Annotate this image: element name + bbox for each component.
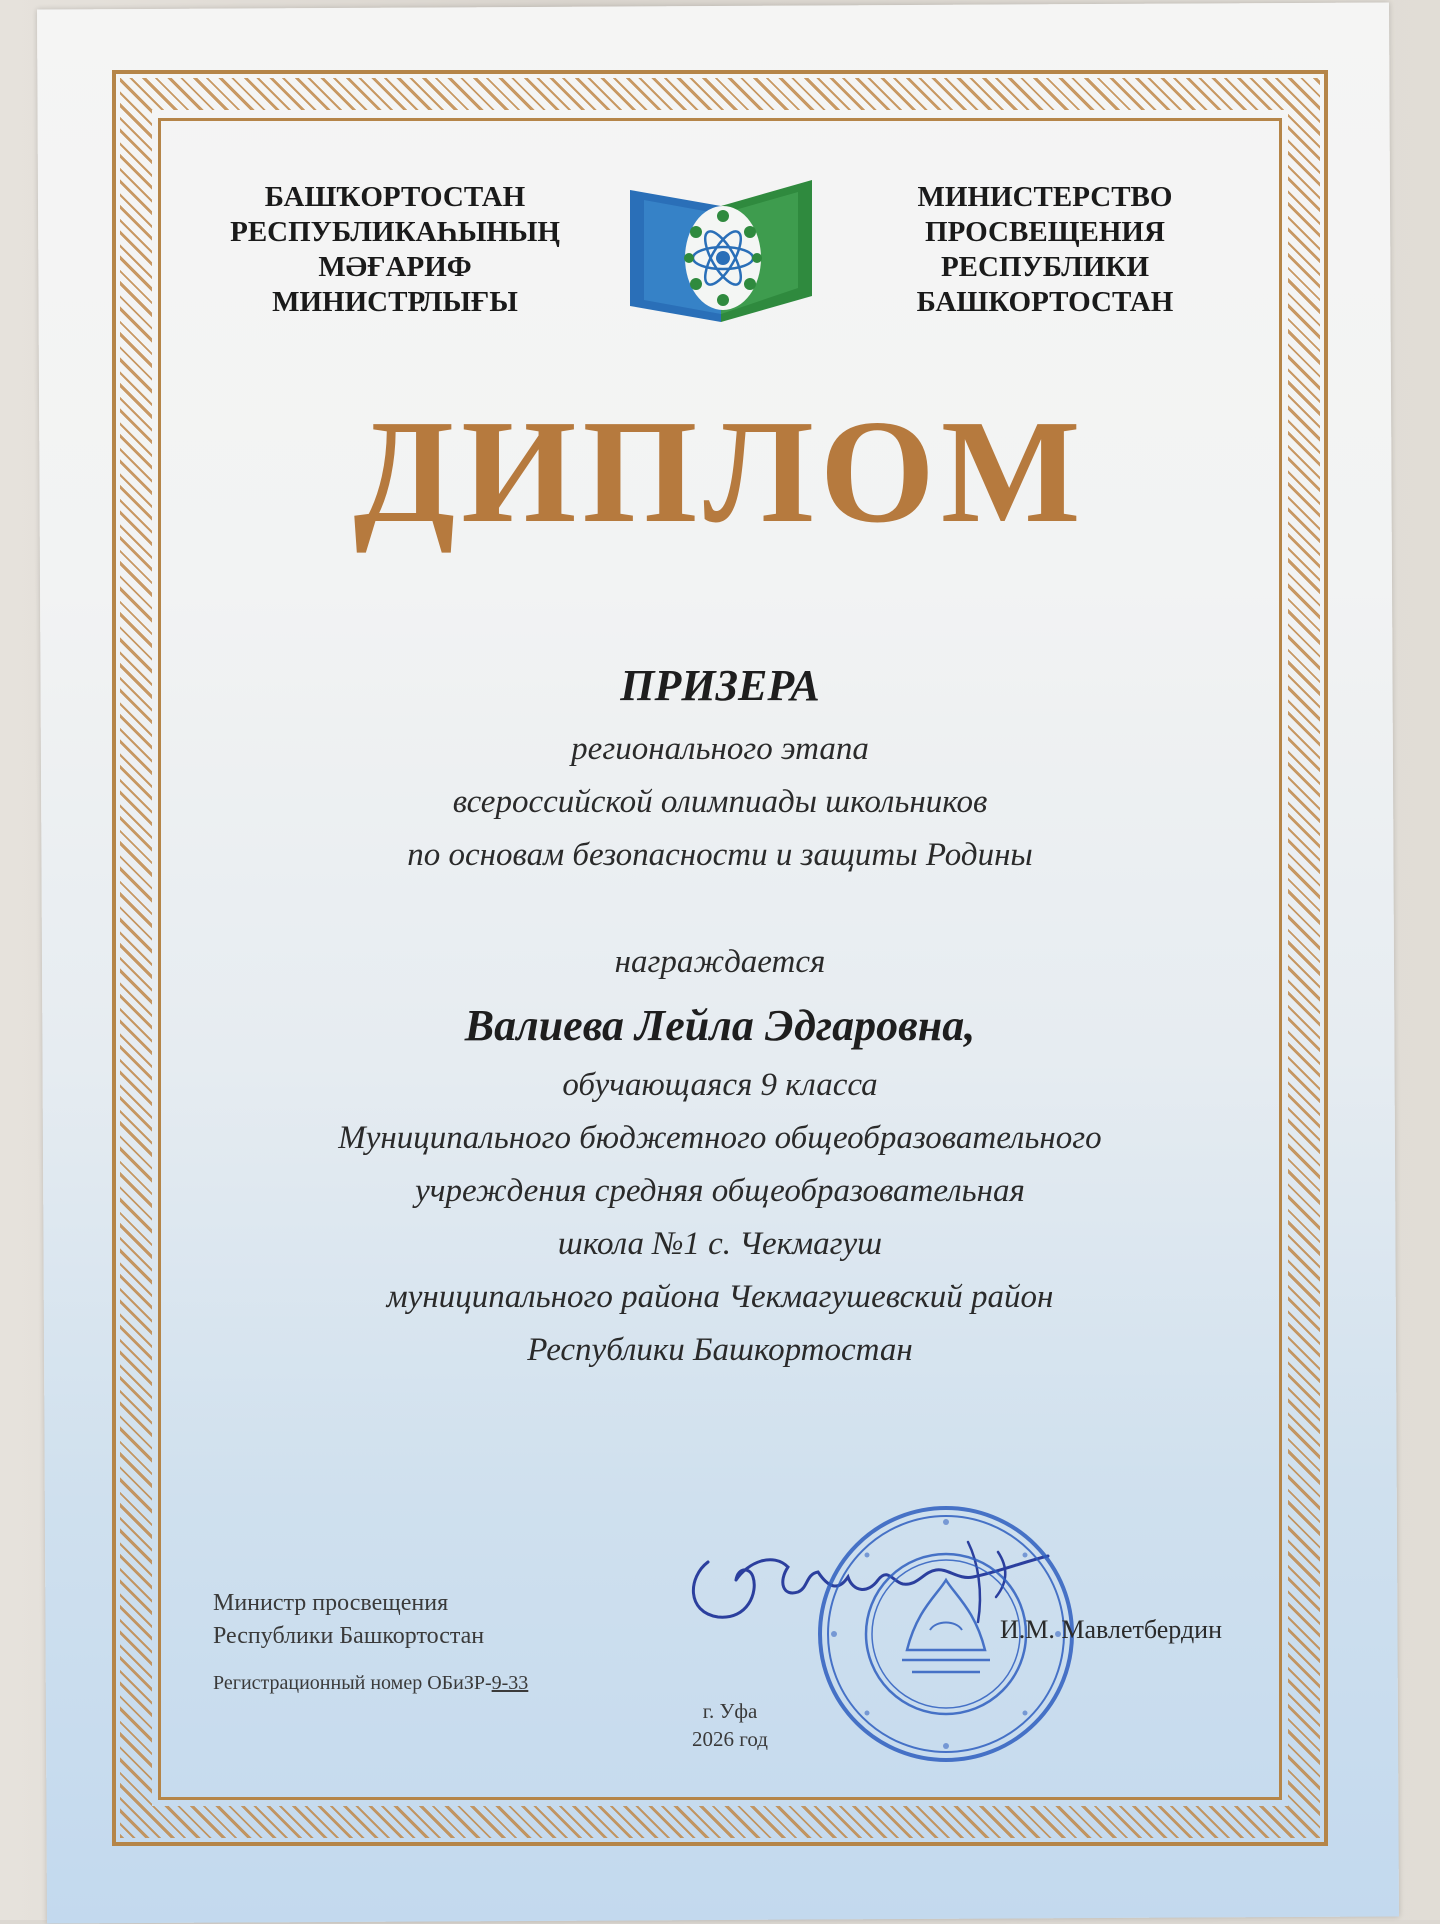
position-line: Республики Башкортостан [213,1623,485,1649]
header-left-line: МИНИСТРЛЫҒЫ [272,286,518,318]
award-level: ПРИЗЕРА [620,661,820,710]
awarded-label: награждается [614,944,826,980]
position-line: Министр просвещения [213,1590,449,1616]
school-line: школа №1 с. Чекмагуш [557,1226,883,1262]
school-line: Муниципального бюджетного общеобразовательного [338,1120,1102,1156]
diploma-title: ДИПЛОМ [353,390,1087,554]
description-line: регионального этапа [571,731,869,767]
school-line: учреждения средняя общеобразовательная [415,1173,1025,1209]
registration-value: 9-33 [491,1672,529,1694]
school-details [220,1059,1220,1377]
school-line: Республики Башкортостан [527,1332,913,1368]
header-left-line: РЕСПУБЛИКАҺЫНЫҢ [230,216,560,248]
olympiad-description [220,723,1220,882]
open-book-atom-logo-icon [626,176,816,324]
signatory-position [213,1587,484,1653]
recipient-name: Валиева Лейла Эдгаровна, [464,1001,976,1050]
registration-number [213,1670,528,1696]
description-line: всероссийской олимпиады школьников [452,784,988,820]
header-right-line: БАШКОРТОСТАН [916,286,1174,318]
header-left-line: МӘҒАРИФ [318,251,472,283]
year-line: 2026 год [692,1727,768,1751]
school-line: обучающаяся 9 класса [562,1067,878,1103]
header-right-line: РЕСПУБЛИКИ [940,251,1150,283]
header-russian-ministry [855,180,1235,320]
signatory-name: И.М. Мавлетбердин [1000,1615,1223,1644]
registration-label: Регистрационный номер ОБиЗР- [213,1672,492,1694]
description-line: по основам безопасности и защиты Родины [407,837,1033,873]
place-line: г. Уфа [702,1699,758,1723]
header-right-line: МИНИСТЕРСТВО [917,181,1173,213]
place-and-year [630,1697,830,1753]
school-line: муниципального района Чекмагушевский район [386,1279,1054,1315]
header-right-line: ПРОСВЕЩЕНИЯ [925,216,1165,248]
header-bashkir-ministry [205,180,585,320]
header-left-line: БАШҠОРТОСТАН [264,181,526,213]
